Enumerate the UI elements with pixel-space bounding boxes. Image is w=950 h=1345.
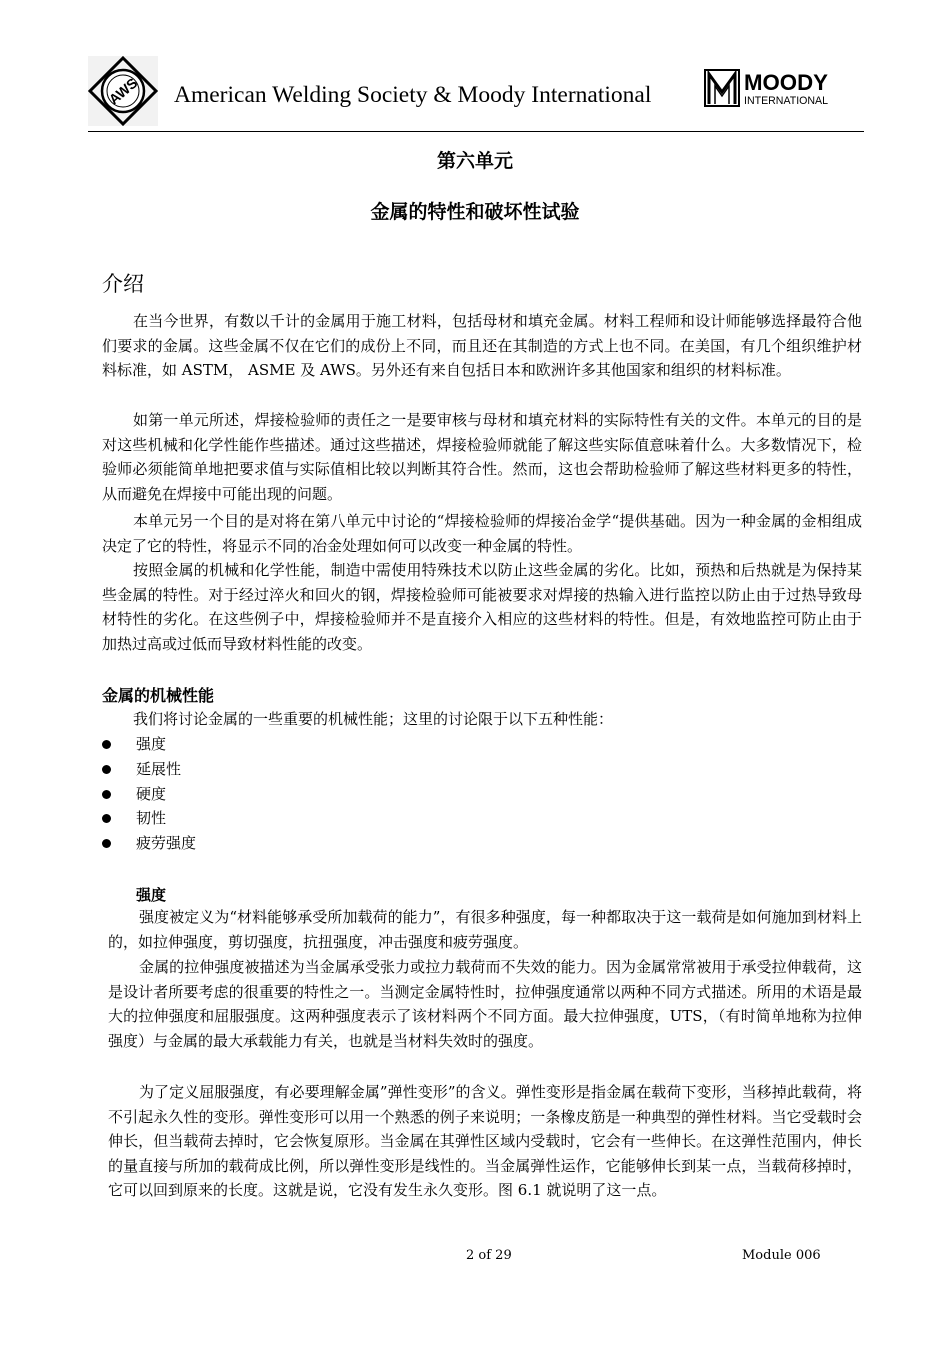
bullet-icon [102,839,111,848]
bullet-icon [102,790,111,799]
intro-paragraph: 本单元另一个目的是对将在第八单元中讨论的“焊接检验师的焊接冶金学“提供基础。因为一种金属的金相组成决定了它的特性，将显示不同的冶金处理如何可以改变一种金属的特性。 [102,512,862,555]
list-item-label: 强度 [136,735,167,753]
bullet-icon [102,814,111,823]
list-item-label: 韧性 [136,809,167,828]
strength-heading: 强度 [136,886,167,904]
aws-logo-text: AWS [105,74,141,108]
unit-title: 金属的特性和破坏性试验 [370,201,580,223]
page-header [88,52,864,134]
bullet-icon [102,740,111,749]
list-item [102,757,196,782]
page-number: 2 of 29 [466,1248,512,1263]
list-item [102,831,196,856]
aws-logo [88,56,158,126]
moody-logo-line2: INTERNATIONAL [744,95,828,107]
strength-paragraph: 强度被定义为“材料能够承受所加载荷的能力”，有很多种强度，每一种都取决于这一载荷是如何施加到材料上的，如拉伸强度，剪切强度，抗扭强度，冲击强度和疲劳强度。 [108,908,862,951]
mechanical-heading: 金属的机械性能 [102,686,215,705]
moody-logo-line1: MOODY [744,70,829,95]
header-rule [88,131,864,132]
strength-paragraph: 为了定义屈服强度，有必要理解金属”弹性变形”的含义。弹性变形是指金属在载荷下变形，当移掉此载荷，将不引起永久性的变形。弹性变形可以用一个熟悉的例子来说明；一条橡皮筋是一种典型的弹性材料。当它受载时会伸长，但当载荷去掉时，它会恢复原形。当金属在其弹性区域内受载时，它会有一些伸长。在这弹性范围内，伸长的量直接与所加的载荷成比例，所以弹性变形是线性的。当金属弹性运作，它能够伸长到某一点，当载荷移掉时，它可以回到原来的长度。这就是说，它没有发生永久变形。图 6.1 就说明了这一点。 [108,1083,862,1200]
list-item-label: 延展性 [136,759,182,778]
mechanical-intro: 我们将讨论金属的一些重要的机械性能；这里的讨论限于以下五种性能： [133,710,614,728]
list-item [102,732,196,757]
module-label: Module 006 [742,1248,821,1263]
list-item [102,782,196,807]
moody-logo [704,66,832,112]
intro-heading: 介绍 [102,272,144,296]
list-item [102,806,196,831]
property-list [102,732,196,856]
bullet-icon [102,765,111,774]
list-item-label: 疲劳强度 [136,834,197,853]
unit-number: 第六单元 [436,150,513,172]
strength-paragraph: 金属的拉伸强度被描述为当金属承受张力或拉力载荷而不失效的能力。因为金属常常被用于承受拉伸载荷，这是设计者所要考虑的很重要的特性之一。当测定金属特性时，拉伸强度通常以两种不同方式描述。所用的术语是最大的拉伸强度和屈服强度。这两种强度表示了该材料两个不同方面。最大拉伸强度，UTS，（有时简单地称为拉伸强度）与金属的最大承载能力有关，也就是当材料失效时的强度。 [108,958,862,1050]
intro-paragraph: 在当今世界，有数以千计的金属用于施工材料，包括母材和填充金属。材料工程师和设计师能够选择最符合他们要求的金属。这些金属不仅在它们的成份上不同，而且还在其制造的方式上也不同。在美国，有几个组织维护材料标准，如 ASTM， ASME 及 AWS。另外还有来自包括日本和欧洲许多其他国家和组织的材料标准。 [102,312,862,380]
intro-paragraph: 如第一单元所述，焊接检验师的责任之一是要审核与母材和填充材料的实际特性有关的文件。本单元的目的是对这些机械和化学性能作些描述。通过这些描述，焊接检验师就能了解这些实际值意味着什么。大多数情况下，检验师必须能简单地把要求值与实际值相比较以判断其符合性。然而，这也会帮助检验师了解这些材料更多的特性，从而避免在焊接中可能出现的问题。 [102,411,862,503]
list-item-label: 硬度 [136,784,167,803]
intro-paragraph: 按照金属的机械和化学性能，制造中需使用特殊技术以防止这些金属的劣化。比如，预热和后热就是为保持某些金属的特性。对于经过淬火和回火的钢，焊接检验师可能被要求对焊接的热输入进行监控以防止由于过热导致母材特性的劣化。在这些例子中，焊接检验师并不是直接介入相应的这些材料的特性。但是，有效地监控可防止由于加热过高或过低而导致材料性能的改变。 [102,561,862,653]
header-title: American Welding Society & Moody International [174,82,652,108]
